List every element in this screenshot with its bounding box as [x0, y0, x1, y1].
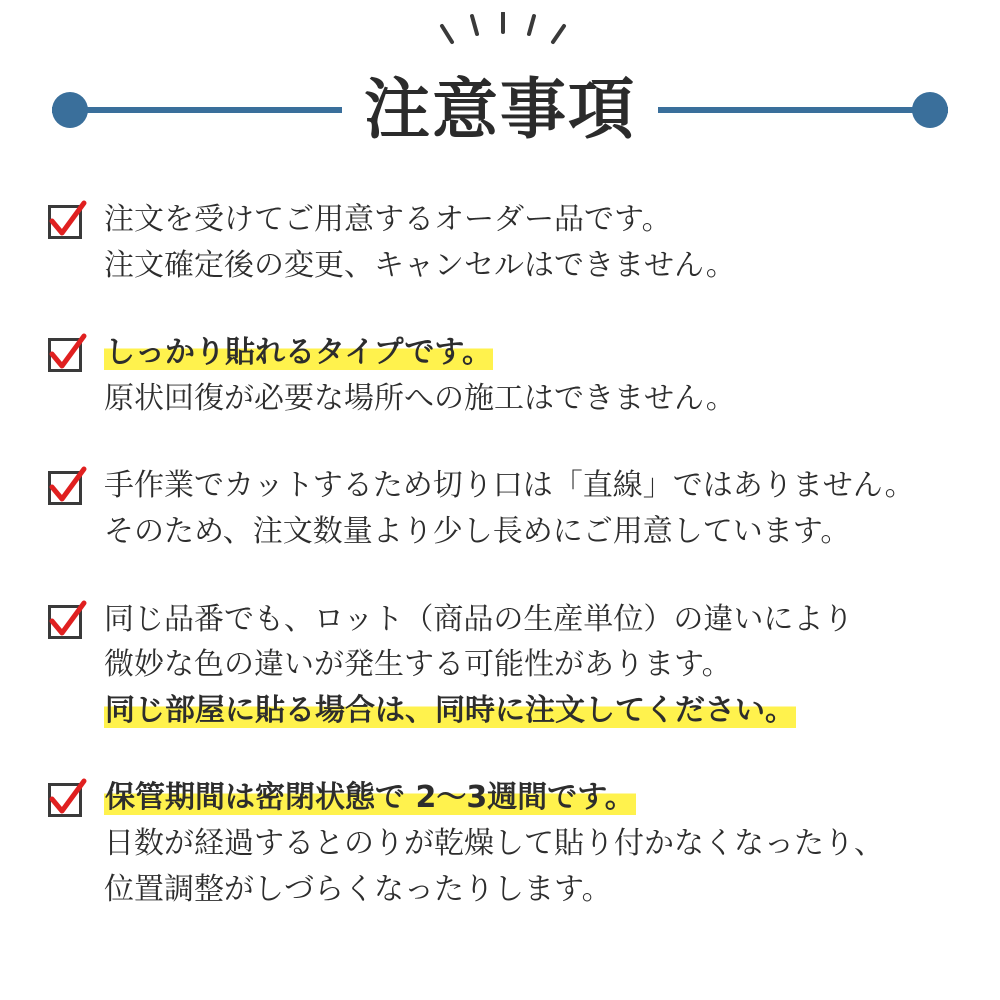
notice-line: 日数が経過するとのりが乾燥して貼り付かなくなったり、	[104, 825, 884, 861]
notice-line: 注文を受けてご用意するオーダー品です。	[104, 202, 672, 237]
list-item	[46, 463, 960, 554]
notice-text	[104, 197, 960, 288]
notice-list	[0, 197, 1000, 912]
checkbox-checked-icon	[46, 334, 86, 374]
notice-text	[104, 775, 960, 912]
title-row	[0, 60, 1000, 160]
page-header	[0, 0, 1000, 175]
checkbox-checked-icon	[46, 601, 86, 641]
list-item	[46, 330, 960, 421]
list-item	[46, 197, 960, 288]
title-rule-right	[658, 107, 948, 113]
list-item	[46, 775, 960, 912]
notice-line: 同じ品番でも、ロット（商品の生産単位）の違いにより	[104, 601, 854, 637]
notice-line: 同じ部屋に貼る場合は、同時に注文してください。	[105, 692, 795, 728]
list-item	[46, 597, 960, 734]
title-dot-left	[52, 92, 88, 128]
sparkle-lines-decoration	[0, 12, 1000, 62]
notice-text	[104, 463, 960, 554]
notice-text	[104, 330, 960, 421]
notice-text	[104, 597, 960, 734]
title-dot-right	[912, 92, 948, 128]
checkbox-checked-icon	[46, 779, 86, 819]
notice-line: 手作業でカットするため切り口は「直線」ではありません。	[104, 468, 915, 504]
notice-line: そのため、注文数量より少し長めにご用意しています。	[104, 513, 851, 549]
checkbox-checked-icon	[46, 467, 86, 507]
notice-line: 位置調整がしづらくなったりします。	[104, 871, 612, 907]
notice-line: 微妙な色の違いが発生する可能性があります。	[104, 647, 732, 683]
notice-line: 注文確定後の変更、キャンセルはできません。	[104, 247, 736, 283]
page-title: 注意事項	[364, 71, 636, 148]
notice-line: 原状回復が必要な場所への施工はできません。	[104, 380, 736, 416]
checkbox-checked-icon	[46, 201, 86, 241]
notice-line: しっかり貼れるタイプです。	[105, 335, 492, 371]
title-rule-left	[52, 107, 342, 113]
notice-line: 保管期間は密閉状態で 2〜3週間です。	[105, 780, 635, 816]
